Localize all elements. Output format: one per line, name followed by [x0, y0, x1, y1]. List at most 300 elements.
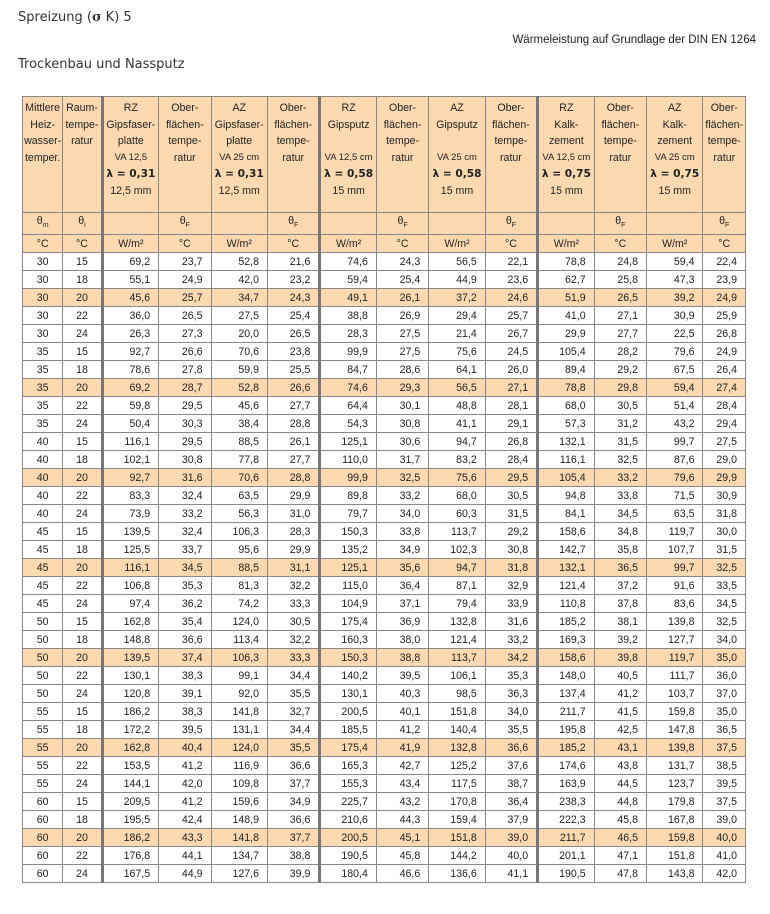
table-cell: 87,1: [429, 577, 485, 595]
table-cell: 163,9: [538, 775, 594, 793]
table-cell: 98,5: [429, 685, 485, 703]
table-cell: 27,8: [159, 361, 211, 379]
table-cell: 116,1: [102, 433, 158, 451]
table-cell: 139,8: [647, 739, 703, 757]
table-cell: 43,2: [376, 793, 428, 811]
header-va: VA 25 cm: [437, 151, 477, 163]
table-cell: 43,1: [594, 739, 646, 757]
table-cell: 44,9: [429, 271, 485, 289]
table-cell: 70,6: [211, 469, 267, 487]
table-cell: 105,4: [538, 469, 594, 487]
table-cell: 30: [23, 307, 63, 325]
table-cell: 32,4: [159, 523, 211, 541]
table-cell: 79,4: [429, 595, 485, 613]
table-cell: 32,4: [159, 487, 211, 505]
table-cell: 109,8: [211, 775, 267, 793]
table-cell: 54,3: [320, 415, 376, 433]
table-cell: 30,5: [485, 487, 537, 505]
table-cell: 38,3: [159, 667, 211, 685]
table-cell: 200,5: [320, 703, 376, 721]
symbol-cell: $\theta_F$: [267, 213, 319, 235]
table-header: [23, 97, 746, 253]
symbol-cell: [647, 213, 703, 235]
table-cell: 99,1: [211, 667, 267, 685]
table-cell: 34,5: [703, 595, 746, 613]
table-cell: 94,7: [429, 433, 485, 451]
table-cell: 119,7: [647, 523, 703, 541]
table-cell: 27,1: [485, 379, 537, 397]
table-cell: 113,4: [211, 631, 267, 649]
table-cell: 41,9: [376, 739, 428, 757]
table-cell: 30,8: [376, 415, 428, 433]
header-lambda: λ = 0,58: [324, 168, 374, 180]
table-cell: 59,4: [647, 379, 703, 397]
table-cell: 40,4: [159, 739, 211, 757]
header-line: flächen-: [492, 118, 530, 131]
col-header-surface-temp: [159, 97, 211, 213]
table-cell: 37,7: [267, 829, 319, 847]
table-cell: 45: [23, 523, 63, 541]
table-cell: 63,5: [211, 487, 267, 505]
table-cell: 42,0: [703, 865, 746, 883]
table-cell: 34,9: [267, 793, 319, 811]
table-cell: 26,9: [376, 307, 428, 325]
table-cell: 89,4: [538, 361, 594, 379]
table-cell: 26,4: [703, 361, 746, 379]
table-cell: 41,2: [376, 721, 428, 739]
table-cell: 39,5: [703, 775, 746, 793]
table-row: [23, 289, 746, 307]
table-cell: 37,8: [594, 595, 646, 613]
table-cell: 18: [63, 631, 102, 649]
symbol-cell: $\theta_i$: [63, 213, 102, 235]
table-cell: 176,8: [102, 847, 158, 865]
table-row: [23, 811, 746, 829]
table-cell: 15: [63, 253, 102, 271]
table-cell: 140,4: [429, 721, 485, 739]
table-cell: 51,4: [647, 397, 703, 415]
table-cell: 25,7: [485, 307, 537, 325]
table-cell: 18: [63, 271, 102, 289]
table-cell: 148,8: [102, 631, 158, 649]
table-cell: 78,6: [102, 361, 158, 379]
table-cell: 40,5: [594, 667, 646, 685]
unit-cell: °C: [63, 235, 102, 253]
table-cell: 62,7: [538, 271, 594, 289]
table-cell: 34,4: [267, 667, 319, 685]
header-lambda: λ = 0,75: [541, 168, 591, 180]
table-cell: 165,3: [320, 757, 376, 775]
symbol-cell: $\theta_F$: [376, 213, 428, 235]
table-cell: 28,2: [594, 343, 646, 361]
table-cell: 32,5: [703, 613, 746, 631]
table-cell: 38,8: [320, 307, 376, 325]
table-cell: 83,3: [102, 487, 158, 505]
unit-cell: °C: [267, 235, 319, 253]
table-row: [23, 451, 746, 469]
header-thickness: 12,5 mm: [218, 184, 260, 197]
symbol-cell: $\theta_F$: [703, 213, 746, 235]
table-cell: 162,8: [102, 739, 158, 757]
table-cell: 83,6: [647, 595, 703, 613]
table-cell: 39,2: [647, 289, 703, 307]
col-header-surface-temp: [376, 97, 428, 213]
table-cell: 29,9: [538, 325, 594, 343]
table-cell: 64,4: [320, 397, 376, 415]
table-cell: 38,3: [159, 703, 211, 721]
header-line: temper.: [24, 151, 61, 164]
header-line: zement: [548, 135, 584, 147]
symbol-row: [23, 213, 746, 235]
table-cell: 74,2: [211, 595, 267, 613]
table-cell: 210,6: [320, 811, 376, 829]
col-header-surface-temp: [703, 97, 746, 213]
section-title: Trockenbau und Nassputz: [18, 57, 185, 72]
table-cell: 26,1: [376, 289, 428, 307]
table-cell: 40,1: [376, 703, 428, 721]
table-cell: 132,1: [538, 559, 594, 577]
unit-cell: W/m²: [647, 235, 703, 253]
table-cell: 24,5: [485, 343, 537, 361]
table-cell: 55: [23, 757, 63, 775]
table-cell: 125,5: [102, 541, 158, 559]
table-cell: 29,4: [429, 307, 485, 325]
table-cell: 175,4: [320, 613, 376, 631]
table-cell: 39,0: [703, 811, 746, 829]
table-cell: 33,2: [485, 631, 537, 649]
header-line: ratur: [282, 151, 305, 164]
header-va: VA 25 cm: [654, 151, 695, 163]
table-cell: 20: [63, 649, 102, 667]
table-cell: 123,7: [647, 775, 703, 793]
table-row: [23, 847, 746, 865]
table-cell: 46,6: [376, 865, 428, 883]
table-cell: 28,7: [159, 379, 211, 397]
table-cell: 73,9: [102, 505, 158, 523]
table-cell: 15: [63, 703, 102, 721]
table-cell: 27,1: [594, 307, 646, 325]
table-cell: 22: [63, 487, 102, 505]
table-cell: 38,7: [485, 775, 537, 793]
table-cell: 22: [63, 757, 102, 775]
table-cell: 172,2: [102, 721, 158, 739]
table-cell: 22: [63, 307, 102, 325]
table-cell: 46,5: [594, 829, 646, 847]
table-row: [23, 487, 746, 505]
table-cell: 81,3: [211, 577, 267, 595]
table-cell: 32,5: [703, 559, 746, 577]
table-cell: 158,6: [538, 649, 594, 667]
table-row: [23, 325, 746, 343]
header-row: [23, 97, 746, 213]
table-cell: 41,0: [703, 847, 746, 865]
table-cell: 35,0: [703, 649, 746, 667]
table-cell: 158,6: [538, 523, 594, 541]
table-cell: 30,1: [376, 397, 428, 415]
header-line: Ober-: [171, 102, 199, 114]
table-cell: 186,2: [102, 703, 158, 721]
header-line: [429, 133, 484, 150]
table-cell: 28,4: [703, 397, 746, 415]
table-cell: 162,8: [102, 613, 158, 631]
table-cell: 33,2: [376, 487, 428, 505]
table-cell: 107,7: [647, 541, 703, 559]
table-cell: 28,3: [267, 523, 319, 541]
table-cell: 20: [63, 829, 102, 847]
table-cell: 68,0: [429, 487, 485, 505]
table-cell: 39,0: [485, 829, 537, 847]
table-row: [23, 595, 746, 613]
table-cell: 137,4: [538, 685, 594, 703]
col-header-surface-temp: [485, 97, 537, 213]
table-cell: 34,5: [594, 505, 646, 523]
symbol-cell: [538, 213, 594, 235]
table-cell: 45,8: [594, 811, 646, 829]
table-cell: 185,5: [320, 721, 376, 739]
table-row: [23, 775, 746, 793]
header-va: VA 12,5: [114, 151, 148, 163]
table-cell: 37,2: [429, 289, 485, 307]
symbol-cell: $\theta_F$: [159, 213, 211, 235]
table-cell: 28,1: [485, 397, 537, 415]
table-cell: 40,0: [485, 847, 537, 865]
table-cell: 222,3: [538, 811, 594, 829]
table-cell: 20: [63, 289, 102, 307]
table-cell: 29,0: [703, 451, 746, 469]
table-row: [23, 739, 746, 757]
header-line: tempe-: [603, 135, 637, 147]
table-cell: 27,3: [159, 325, 211, 343]
table-cell: 50: [23, 685, 63, 703]
header-line: AZ: [450, 102, 464, 114]
table-cell: 94,8: [538, 487, 594, 505]
table-cell: 113,7: [429, 649, 485, 667]
table-cell: 37,0: [703, 685, 746, 703]
table-cell: 131,7: [647, 757, 703, 775]
table-cell: 74,6: [320, 379, 376, 397]
table-cell: 175,4: [320, 739, 376, 757]
table-row: [23, 307, 746, 325]
table-cell: 200,5: [320, 829, 376, 847]
table-cell: 35,4: [159, 613, 211, 631]
table-cell: 38,0: [376, 631, 428, 649]
header-thickness: 15 mm: [550, 184, 583, 197]
table-cell: 50: [23, 649, 63, 667]
table-cell: 124,0: [211, 613, 267, 631]
table-cell: 40: [23, 505, 63, 523]
table-cell: 50: [23, 631, 63, 649]
table-cell: 28,8: [267, 415, 319, 433]
header-line: RZ: [341, 102, 356, 114]
table-cell: 134,7: [211, 847, 267, 865]
table-cell: 32,9: [485, 577, 537, 595]
table-cell: 113,7: [429, 523, 485, 541]
table-cell: 55: [23, 775, 63, 793]
header-line: ratur: [713, 151, 736, 164]
table-cell: 24,9: [703, 343, 746, 361]
table-cell: 64,1: [429, 361, 485, 379]
header-line: Gipsputz: [436, 118, 478, 131]
table-cell: 106,1: [429, 667, 485, 685]
table-cell: 32,2: [267, 631, 319, 649]
table-cell: 169,3: [538, 631, 594, 649]
table-cell: 22,4: [703, 253, 746, 271]
table-cell: 142,7: [538, 541, 594, 559]
table-cell: 155,3: [320, 775, 376, 793]
table-cell: 42,7: [376, 757, 428, 775]
table-cell: 29,5: [159, 397, 211, 415]
table-cell: 20: [63, 469, 102, 487]
table-cell: 141,8: [211, 703, 267, 721]
table-cell: 37,1: [376, 595, 428, 613]
unit-cell: W/m²: [538, 235, 594, 253]
table-cell: 35: [23, 415, 63, 433]
table-cell: 25,4: [376, 271, 428, 289]
table-cell: 52,8: [211, 379, 267, 397]
table-cell: 36,6: [267, 757, 319, 775]
table-row: [23, 865, 746, 883]
header-line: Ober-: [389, 102, 417, 114]
table-cell: 211,7: [538, 703, 594, 721]
table-cell: 125,2: [429, 757, 485, 775]
table-cell: 70,6: [211, 343, 267, 361]
header-line: flächen-: [705, 118, 744, 131]
table-cell: 88,5: [211, 559, 267, 577]
table-cell: 30: [23, 253, 63, 271]
table-cell: 111,7: [647, 667, 703, 685]
unit-cell: W/m²: [320, 235, 376, 253]
table-cell: 45: [23, 559, 63, 577]
table-row: [23, 703, 746, 721]
table-cell: 75,6: [429, 469, 485, 487]
table-cell: 47,3: [647, 271, 703, 289]
table-row: [23, 541, 746, 559]
table-cell: 30,0: [703, 523, 746, 541]
table-row: [23, 829, 746, 847]
table-cell: 78,8: [538, 253, 594, 271]
header-line: tempe-: [494, 135, 528, 147]
table-cell: 40: [23, 487, 63, 505]
table-cell: 26,8: [485, 433, 537, 451]
table-cell: 31,6: [159, 469, 211, 487]
header-line: platte: [117, 135, 144, 147]
table-cell: 21,6: [267, 253, 319, 271]
table-row: [23, 469, 746, 487]
table-cell: 41,1: [485, 865, 537, 883]
table-cell: 22: [63, 577, 102, 595]
table-cell: 150,3: [320, 649, 376, 667]
table-row: [23, 721, 746, 739]
table-cell: 60,3: [429, 505, 485, 523]
table-cell: 39,5: [159, 721, 211, 739]
table-cell: 22,1: [485, 253, 537, 271]
unit-cell: W/m²: [429, 235, 485, 253]
table-cell: 60: [23, 847, 63, 865]
table-cell: 29,8: [594, 379, 646, 397]
header-line: flächen-: [383, 118, 422, 131]
table-cell: 159,8: [647, 829, 703, 847]
table-cell: 35: [23, 343, 63, 361]
table-row: [23, 577, 746, 595]
unit-cell: °C: [23, 235, 63, 253]
header-line: ratur: [500, 151, 522, 164]
table-cell: 21,4: [429, 325, 485, 343]
unit-cell: °C: [376, 235, 428, 253]
table-cell: 201,1: [538, 847, 594, 865]
table-cell: 27,5: [376, 325, 428, 343]
table-cell: 33,3: [267, 595, 319, 613]
table-cell: 33,7: [159, 541, 211, 559]
table-cell: 34,9: [376, 541, 428, 559]
table-cell: 38,8: [267, 847, 319, 865]
table-cell: 33,5: [703, 577, 746, 595]
table-cell: 29,2: [594, 361, 646, 379]
table-cell: 35: [23, 361, 63, 379]
table-cell: 30,9: [703, 487, 746, 505]
table-cell: 29,1: [485, 415, 537, 433]
table-cell: 25,9: [703, 307, 746, 325]
header-line: tempe-: [276, 135, 310, 147]
table-cell: 59,4: [647, 253, 703, 271]
table-cell: 31,5: [594, 433, 646, 451]
table-row: [23, 559, 746, 577]
table-cell: 92,7: [102, 343, 158, 361]
table-cell: 147,8: [647, 721, 703, 739]
col-header-surface-temp: [594, 97, 646, 213]
table-row: [23, 667, 746, 685]
table-cell: 47,8: [594, 865, 646, 883]
table-row: [23, 271, 746, 289]
table-cell: 159,4: [429, 811, 485, 829]
table-cell: 26,5: [159, 307, 211, 325]
table-cell: 20: [63, 559, 102, 577]
symbol-cell: [320, 213, 376, 235]
table-cell: 103,7: [647, 685, 703, 703]
col-header-material: [538, 97, 594, 213]
table-cell: 37,5: [703, 793, 746, 811]
table-cell: 102,3: [429, 541, 485, 559]
table-cell: 40: [23, 451, 63, 469]
table-cell: 41,5: [594, 703, 646, 721]
table-cell: 26,5: [594, 289, 646, 307]
table-cell: 190,5: [538, 865, 594, 883]
table-cell: 60: [23, 829, 63, 847]
table-cell: 33,8: [376, 523, 428, 541]
table-cell: 31,7: [376, 451, 428, 469]
table-cell: 30,5: [594, 397, 646, 415]
table-row: [23, 505, 746, 523]
table-cell: 35,6: [376, 559, 428, 577]
symbol-cell: [429, 213, 485, 235]
table-cell: 23,7: [159, 253, 211, 271]
table-cell: 31,6: [485, 613, 537, 631]
table-cell: 18: [63, 811, 102, 829]
header-line: tempe-: [707, 135, 741, 147]
table-cell: 36,6: [267, 811, 319, 829]
table-cell: 40: [23, 469, 63, 487]
table-row: [23, 433, 746, 451]
header-lambda: λ = 0,31: [106, 168, 156, 180]
table-cell: 35,5: [267, 685, 319, 703]
table-cell: 34,0: [376, 505, 428, 523]
table-cell: 29,9: [703, 469, 746, 487]
table-cell: 37,9: [485, 811, 537, 829]
table-cell: 24,8: [594, 253, 646, 271]
header-line: wasser-: [24, 135, 62, 147]
table-cell: 44,5: [594, 775, 646, 793]
table-cell: 40,0: [703, 829, 746, 847]
table-cell: 50: [23, 667, 63, 685]
